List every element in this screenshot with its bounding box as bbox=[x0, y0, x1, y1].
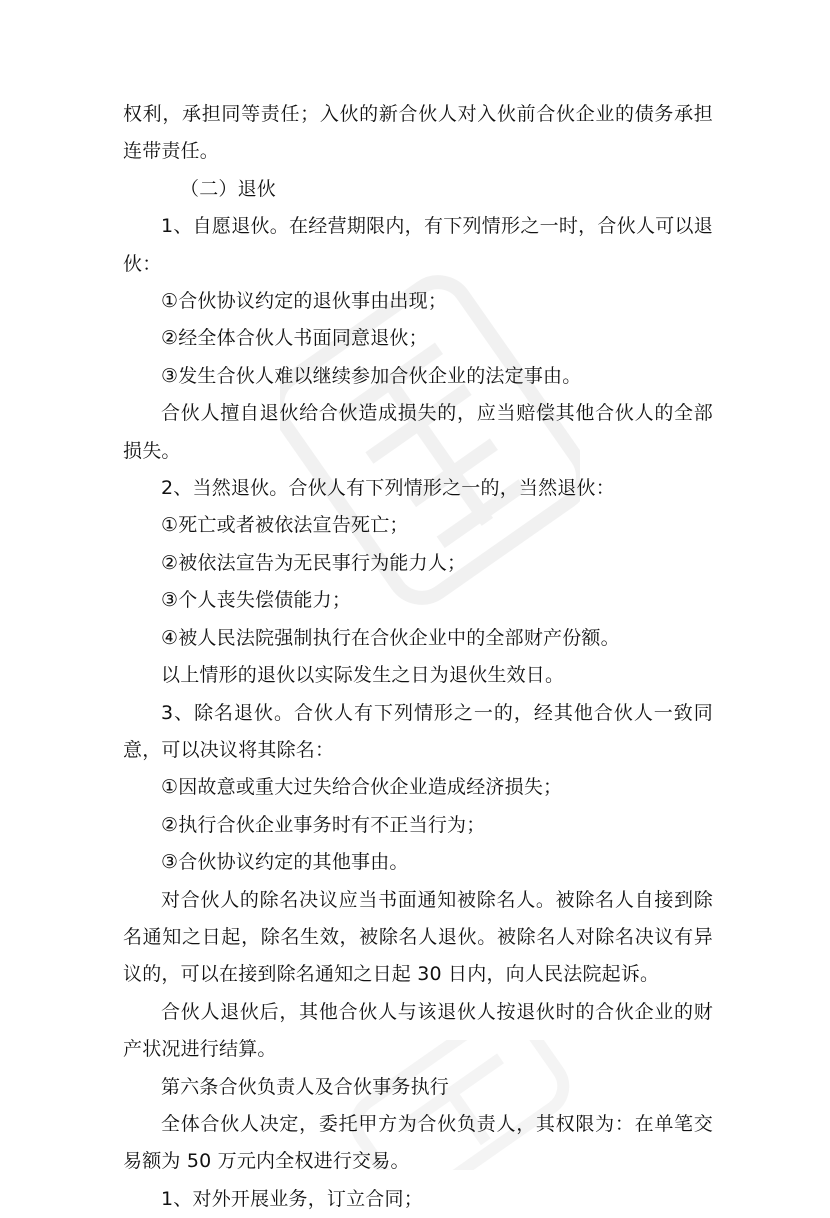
paragraph-unauthorized-withdrawal: 合伙人擅自退伙给合伙造成损失的，应当赔偿其他合伙人的全部损失。 bbox=[123, 402, 713, 462]
paragraph-voluntary-withdrawal: 1、自愿退伙。在经营期限内，有下列情形之一时，合伙人可以退伙： bbox=[123, 215, 713, 275]
list-item-10: ③合伙协议约定的其他事由。 bbox=[161, 851, 409, 874]
list-item-11: 1、对外开展业务，订立合同； bbox=[161, 1187, 423, 1210]
list-item-2: ②经全体合伙人书面同意退伙； bbox=[161, 327, 428, 350]
paragraph-authority: 全体合伙人决定，委托甲方为合伙负责人，其权限为：在单笔交易额为 50 万元内全权进行交易。 bbox=[123, 1112, 713, 1173]
paragraph-effective-date: 以上情形的退伙以实际发生之日为退伙生效日。 bbox=[161, 664, 565, 687]
list-item-9: ②执行合伙企业事务时有不正当行为； bbox=[161, 813, 486, 836]
list-item-4: ①死亡或者被依法宣告死亡； bbox=[161, 514, 409, 537]
article-heading-6: 第六条合伙负责人及合伙事务执行 bbox=[161, 1075, 450, 1098]
document-body bbox=[123, 96, 713, 1218]
paragraph-expulsion: 3、除名退伙。合伙人有下列情形之一的，经其他合伙人一致同意，可以决议将其除名： bbox=[123, 701, 713, 761]
paragraph-expulsion-notice: 对合伙人的除名决议应当书面通知被除名人。被除名人自接到除名通知之日起，除名生效，被除名人退伙。被除名人对除名决议有异议的，可以在接到除名通知之日起 30 日内，向人民法院起诉。 bbox=[123, 888, 713, 986]
list-item-1: ①合伙协议约定的退伙事由出现； bbox=[161, 290, 448, 313]
paragraph-automatic-withdrawal: 2、当然退伙。合伙人有下列情形之一的，当然退伙： bbox=[161, 477, 615, 500]
list-item-5: ②被依法宣告为无民事行为能力人； bbox=[161, 551, 467, 574]
section-heading-withdrawal: （二）退伙 bbox=[180, 177, 277, 200]
list-item-8: ①因故意或重大过失给合伙企业造成经济损失； bbox=[161, 776, 563, 799]
list-item-3: ③发生合伙人难以继续参加合伙企业的法定事由。 bbox=[161, 364, 582, 387]
paragraph-settlement: 合伙人退伙后，其他合伙人与该退伙人按退伙时的合伙企业的财产状况进行结算。 bbox=[123, 1000, 713, 1061]
paragraph-1: 权利，承担同等责任；入伙的新合伙人对入伙前合伙企业的债务承担连带责任。 bbox=[123, 103, 713, 163]
list-item-6: ③个人丧失偿债能力； bbox=[161, 589, 352, 612]
list-item-7: ④被人民法院强制执行在合伙企业中的全部财产份额。 bbox=[161, 626, 620, 649]
